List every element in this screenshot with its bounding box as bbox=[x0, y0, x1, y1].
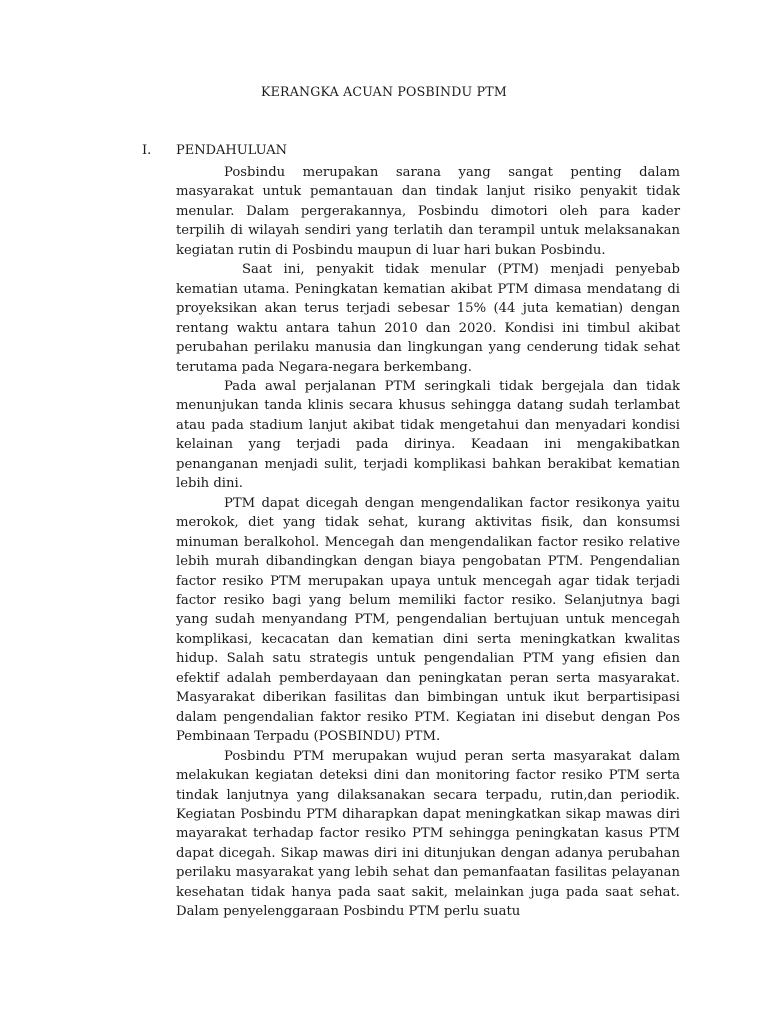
section-title: PENDAHULUAN bbox=[176, 143, 287, 158]
paragraph: PTM dapat dicegah dengan mengendalikan factor resikonya yaitu merokok, diet yang tidak sehat, kurang aktivitas fisik, dan konsumsi minuman beralkohol. Mencegah dan mengendalikan factor resiko relative lebih murah dibandingkan dengan biaya pengobatan PTM. Pengendalian factor resiko PTM merupakan upaya untuk mencegah agar tidak terjadi factor resiko bagi yang belum memiliki factor resiko. Selanjutnya bagi yang sudah menyandang PTM, pengendalian bertujuan untuk mencegah komplikasi, kecacatan dan kematian dini serta meningkatkan kwalitas hidup. Salah satu strategis untuk pengendalian PTM yang efisien dan efektif adalah pemberdayaan dan peningkatan peran serta masyarakat. Masyarakat diberikan fasilitas dan bimbingan untuk ikut berpartisipasi dalam pengendalian faktor resiko PTM. Kegiatan ini disebut dengan Pos Pembinaan Terpadu (POSBINDU) PTM. bbox=[176, 495, 680, 745]
section-body bbox=[176, 163, 680, 922]
paragraph: Posbindu PTM merupakan wujud peran serta masyarakat dalam melakukan kegiatan deteksi dini dan monitoring factor resiko PTM serta tindak lanjutnya yang dilaksanakan secara terpadu, rutin,dan periodik. Kegiatan Posbindu PTM diharapkan dapat meningkatkan sikap mawas diri mayarakat terhadap factor resiko PTM sehingga peningkatan kasus PTM dapat dicegah. Sikap mawas diri ini ditunjukan dengan adanya perubahan perilaku masyarakat yang lebih sehat dan pemanfaatan fasilitas pelayanan kesehatan tidak hanya pada saat sakit, melainkan juga pada saat sehat. Dalam penyelenggaraan Posbindu PTM perlu suatu bbox=[176, 748, 680, 920]
paragraph: Pada awal perjalanan PTM seringkali tidak bergejala dan tidak menunjukan tanda klinis secara khusus sehingga datang sudah terlambat atau pada stadium lanjut akibat tidak mengetahui dan menyadari kondisi kelainan yang terjadi pada dirinya. Keadaan ini mengakibatkan penanganan menjadi sulit, terjadi komplikasi bahkan berakibat kematian lebih dini. bbox=[176, 378, 680, 492]
paragraph: Posbindu merupakan sarana yang sangat penting dalam masyarakat untuk pemantauan dan tindak lanjut risiko penyakit tidak menular. Dalam pergerakannya, Posbindu dimotori oleh para kader terpilih di wilayah sendiri yang terlatih dan terampil untuk melaksanakan kegiatan rutin di Posbindu maupun di luar hari bukan Posbindu. bbox=[176, 165, 680, 258]
paragraph: Saat ini, penyakit tidak menular (PTM) menjadi penyebab kematian utama. Peningkatan kematian akibat PTM dimasa mendatang di proyeksikan akan terus terjadi sebesar 15% (44 juta kematian) dengan rentang waktu antara tahun 2010 dan 2020. Kondisi ini timbul akibat perubahan perilaku manusia dan lingkungan yang cenderung tidak sehat terutama pada Negara-negara berkembang. bbox=[176, 262, 680, 375]
document-title: KERANGKA ACUAN POSBINDU PTM bbox=[261, 84, 507, 99]
section-number: I. bbox=[142, 143, 152, 158]
